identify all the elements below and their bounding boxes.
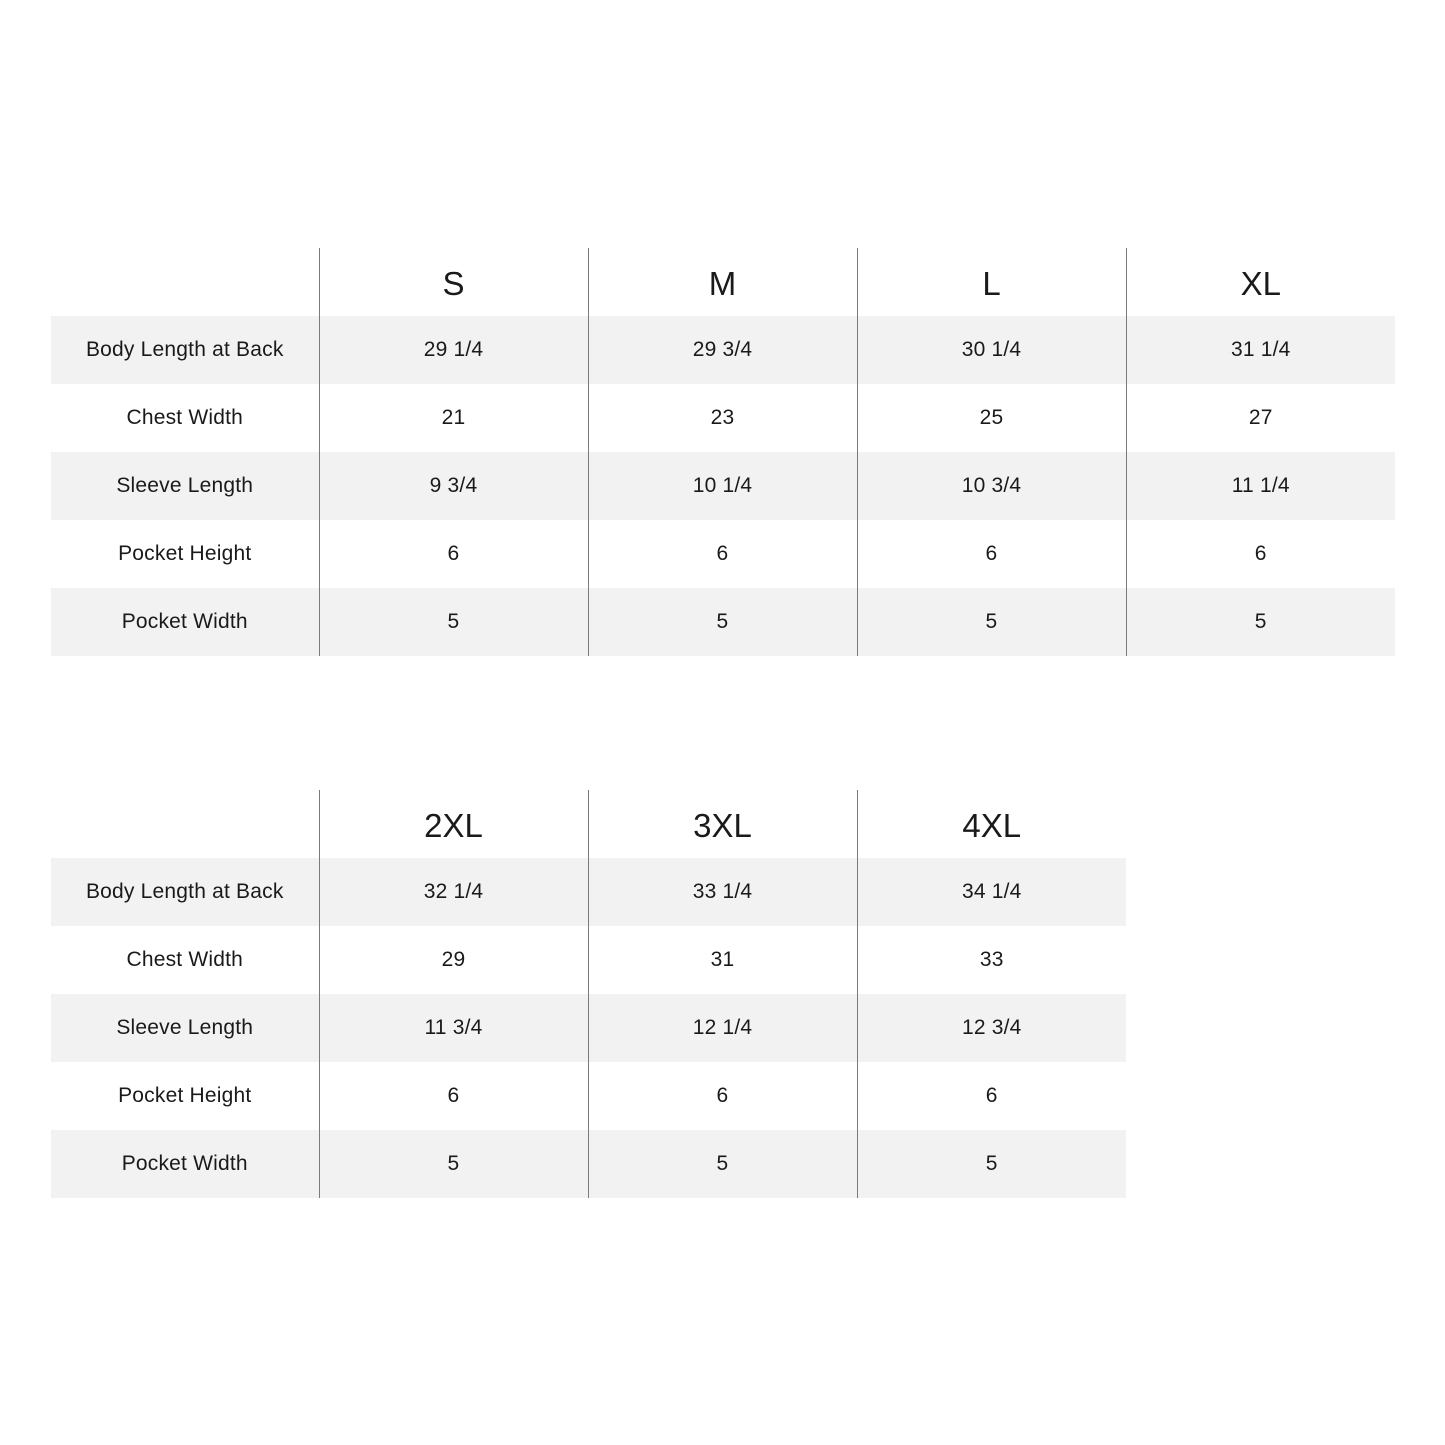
row-label: Sleeve Length — [51, 994, 319, 1062]
row-label: Pocket Width — [51, 588, 319, 656]
measurement-cell: 30 1/4 — [857, 316, 1126, 384]
table-row — [51, 858, 1126, 926]
measurement-cell: 6 — [319, 520, 588, 588]
size-header-s: S — [319, 248, 588, 316]
measurement-cell: 5 — [319, 588, 588, 656]
size-header-row — [51, 248, 1395, 316]
measurement-cell: 25 — [857, 384, 1126, 452]
measurement-cell: 34 1/4 — [857, 858, 1126, 926]
measurement-cell: 10 1/4 — [588, 452, 857, 520]
measurement-cell: 29 1/4 — [319, 316, 588, 384]
measurement-cell: 9 3/4 — [319, 452, 588, 520]
size-header-4xl: 4XL — [857, 790, 1126, 858]
size-header-3xl: 3XL — [588, 790, 857, 858]
measurement-cell: 6 — [857, 520, 1126, 588]
measurement-cell: 12 1/4 — [588, 994, 857, 1062]
measurement-cell: 12 3/4 — [857, 994, 1126, 1062]
row-label: Chest Width — [51, 384, 319, 452]
measurement-cell: 23 — [588, 384, 857, 452]
measurement-cell: 5 — [1126, 588, 1395, 656]
table-row — [51, 588, 1395, 656]
row-label: Pocket Height — [51, 520, 319, 588]
size-chart-table-1 — [51, 248, 1395, 656]
table-row — [51, 1062, 1126, 1130]
measurement-cell: 11 3/4 — [319, 994, 588, 1062]
table-row — [51, 452, 1395, 520]
measurement-cell: 11 1/4 — [1126, 452, 1395, 520]
size-header-row — [51, 790, 1126, 858]
measurement-cell: 5 — [857, 588, 1126, 656]
measurement-cell: 31 1/4 — [1126, 316, 1395, 384]
table-row — [51, 994, 1126, 1062]
row-label: Sleeve Length — [51, 452, 319, 520]
table-row — [51, 926, 1126, 994]
row-label: Chest Width — [51, 926, 319, 994]
measurement-cell: 6 — [319, 1062, 588, 1130]
table-row — [51, 520, 1395, 588]
header-empty-cell — [51, 248, 319, 316]
row-label: Pocket Width — [51, 1130, 319, 1198]
measurement-cell: 21 — [319, 384, 588, 452]
measurement-cell: 33 — [857, 926, 1126, 994]
header-empty-cell — [51, 790, 319, 858]
size-header-xl: XL — [1126, 248, 1395, 316]
size-header-2xl: 2XL — [319, 790, 588, 858]
measurement-cell: 5 — [588, 1130, 857, 1198]
measurement-cell: 29 — [319, 926, 588, 994]
measurement-cell: 29 3/4 — [588, 316, 857, 384]
measurement-cell: 32 1/4 — [319, 858, 588, 926]
measurement-cell: 6 — [1126, 520, 1395, 588]
size-header-l: L — [857, 248, 1126, 316]
measurement-cell: 5 — [319, 1130, 588, 1198]
measurement-cell: 31 — [588, 926, 857, 994]
measurement-cell: 33 1/4 — [588, 858, 857, 926]
table-row — [51, 384, 1395, 452]
measurement-cell: 5 — [857, 1130, 1126, 1198]
row-label: Pocket Height — [51, 1062, 319, 1130]
measurement-cell: 6 — [857, 1062, 1126, 1130]
row-label: Body Length at Back — [51, 858, 319, 926]
size-chart-table-2 — [51, 790, 1126, 1198]
measurement-cell: 27 — [1126, 384, 1395, 452]
measurement-cell: 10 3/4 — [857, 452, 1126, 520]
measurement-cell: 6 — [588, 520, 857, 588]
row-label: Body Length at Back — [51, 316, 319, 384]
size-header-m: M — [588, 248, 857, 316]
table-row — [51, 1130, 1126, 1198]
measurement-cell: 5 — [588, 588, 857, 656]
table-row — [51, 316, 1395, 384]
measurement-cell: 6 — [588, 1062, 857, 1130]
